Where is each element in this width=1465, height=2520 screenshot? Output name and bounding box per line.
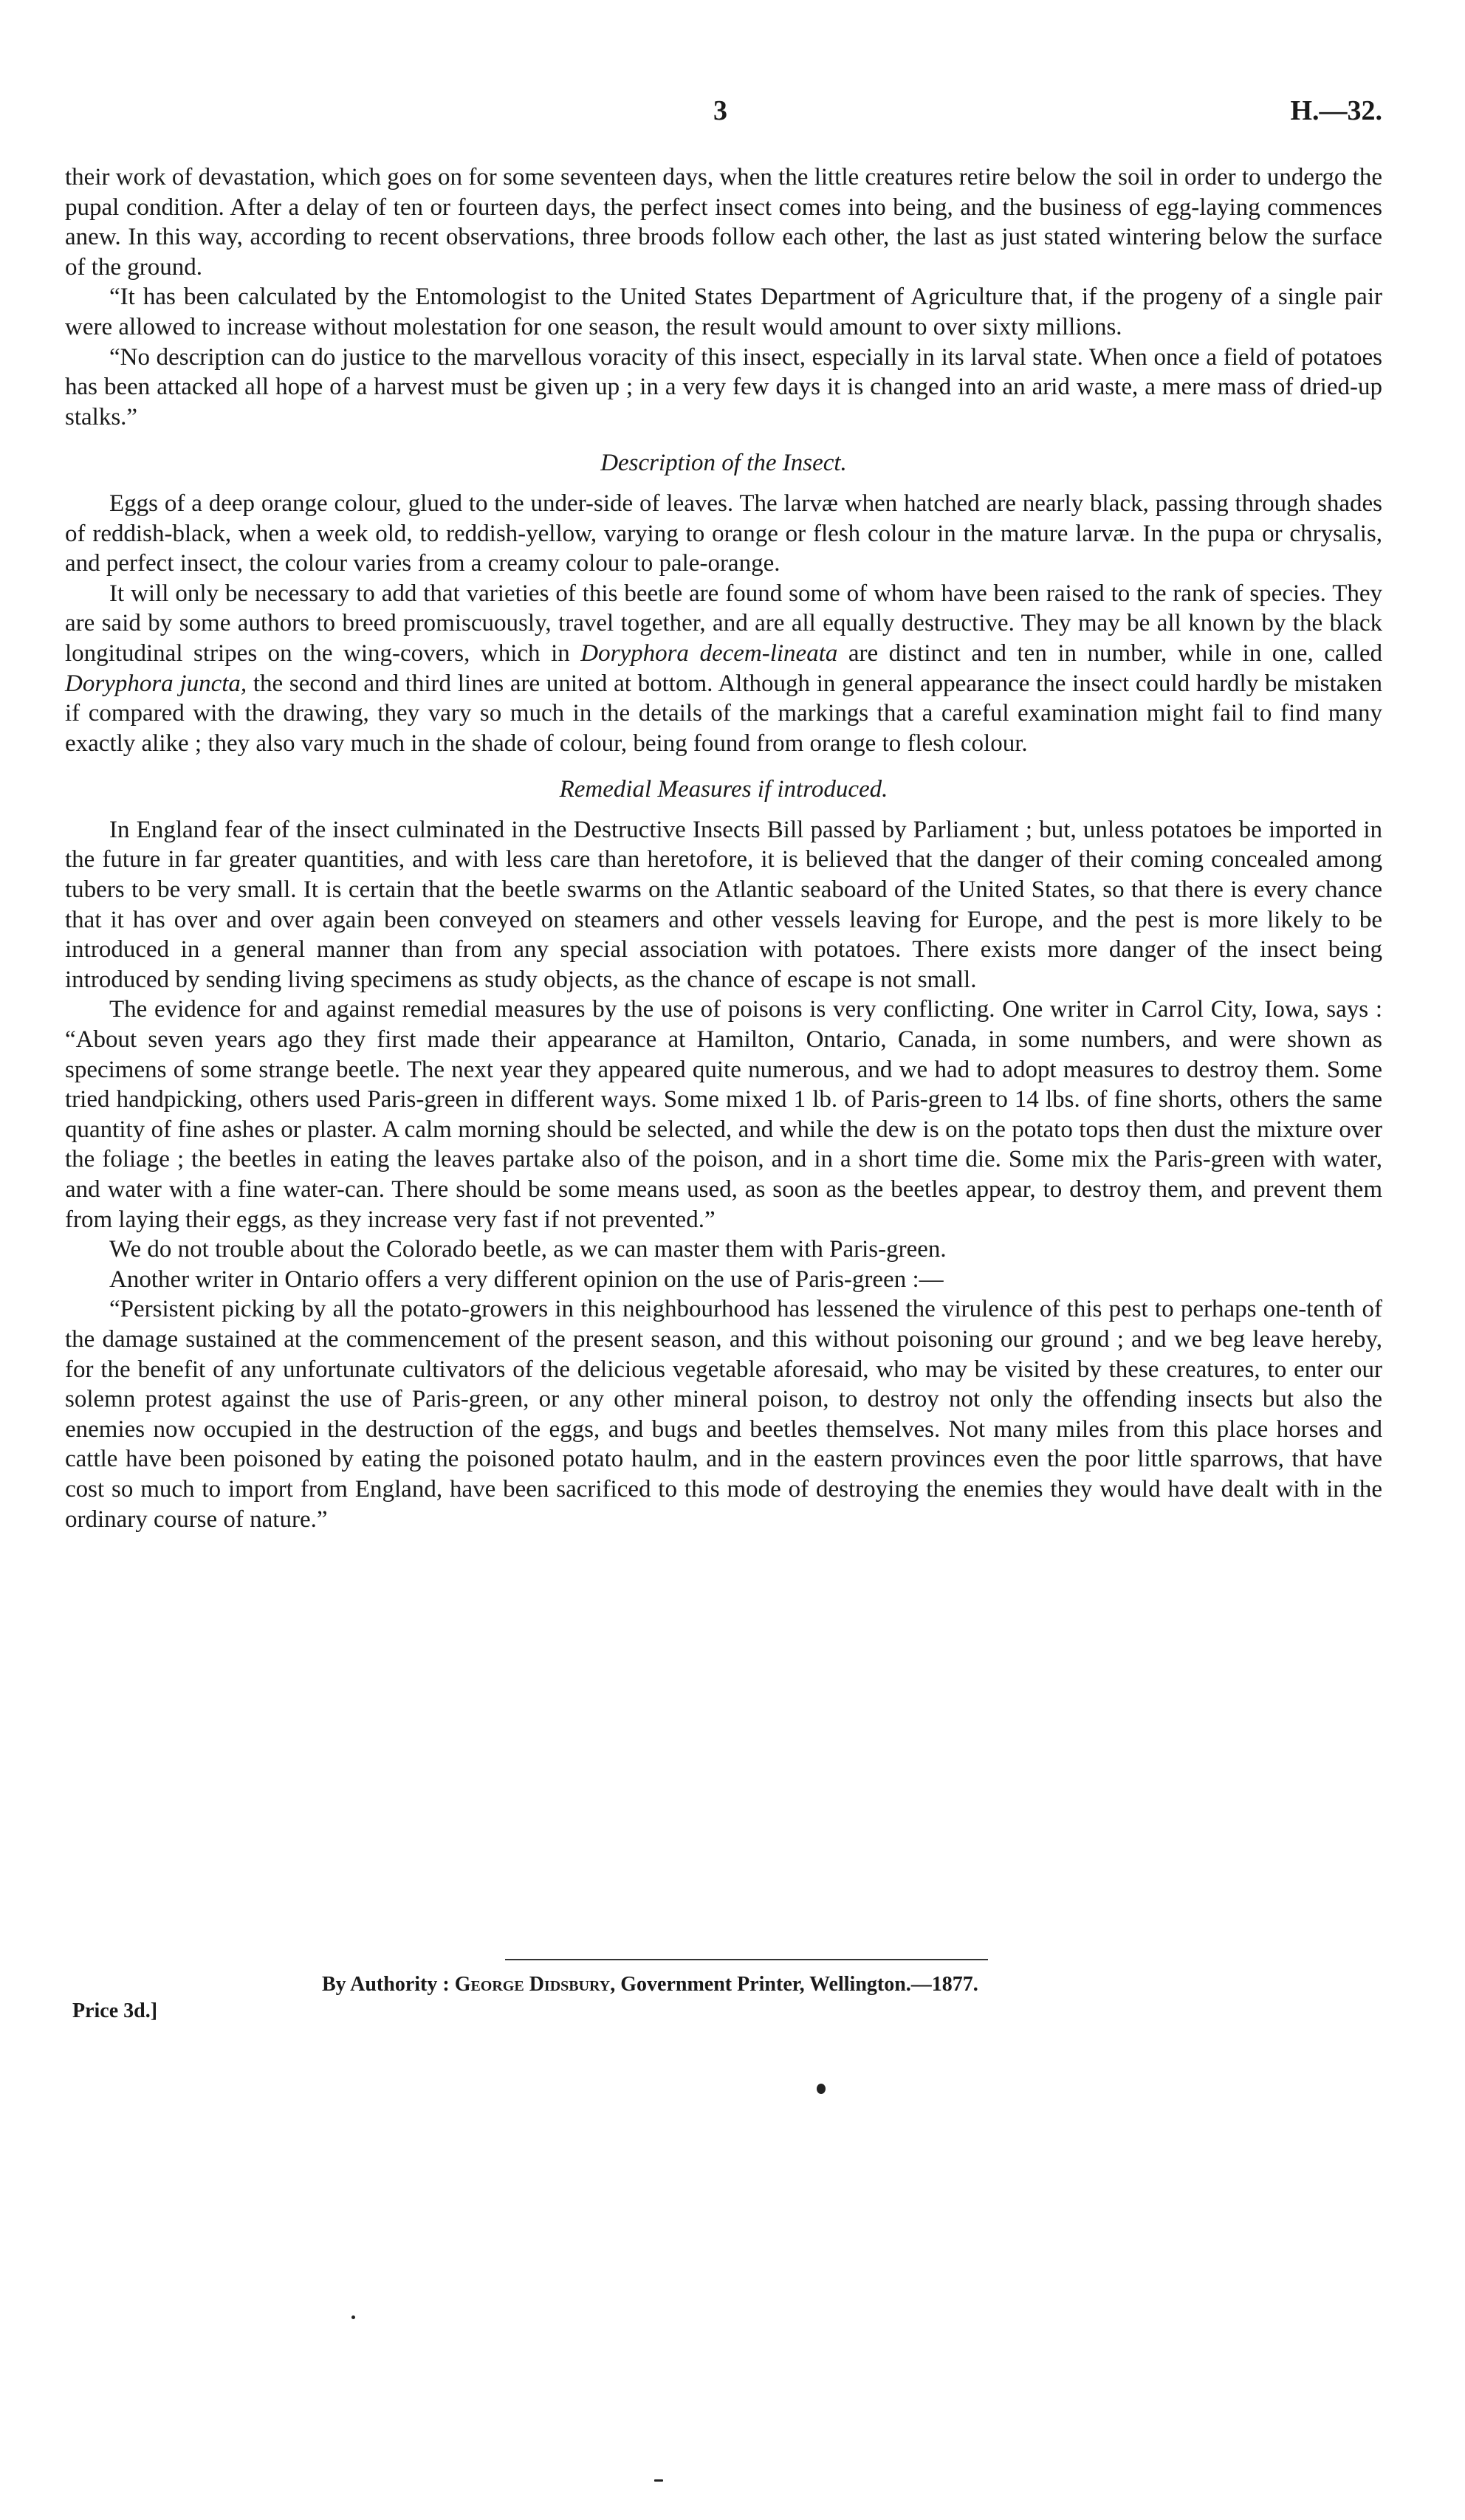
paragraph: their work of devastation, which goes on for some seventeen days, when the little creatures retire below the soil in order to undergo the pupal condition. After a delay of ten or fourteen days, the perfect insect comes into being, and the business of egg-laying commences anew. In this way, according to recent observations, three broods follow each other, the last as just stated wintering below the surface of the ground.: [65, 164, 1382, 281]
ink-speck: [351, 2315, 355, 2319]
species-name: Doryphora decem-lineata: [580, 639, 838, 667]
imprint-prefix: By Authority :: [322, 1973, 455, 1996]
text-run: are distinct and ten in number, while in one, called: [837, 639, 1382, 667]
text-run: It will only be necessary to add that varieties of this beetle are found some of whom have been raised to the rank of species. They are said by some authors to breed promiscuously, travel together, and are all equally destructive. They may be all known by the black longitudinal stripes on the wing-covers, which in: [65, 580, 1382, 667]
printer-imprint: [322, 1973, 978, 1997]
paragraph: “It has been calculated by the Entomologist to the United States Department of Agriculture that, if the progeny of a single pair were allowed to increase without molestation for one season, the result would amount to over sixty millions.: [65, 284, 1382, 340]
paragraph: “Persistent picking by all the potato-growers in this neighbourhood has lessened the virulence of this pest to perhaps one-tenth of the damage sustained at the commencement of the present season, and this without poisoning our ground ; and we beg leave hereby, for the benefit of any unfortunate cultivators of the delicious vegetable aforesaid, who may be visited by these creatures, to enter our solemn protest against the use of Paris-green, or any other mineral poison, to destroy not only the offending insects but also the enemies now occupied in the destruction of the eggs, and bugs and beetles themselves. Not many miles from this place horses and cattle have been poisoned by eating the poisoned potato haulm, and in the eastern provinces even the poor little sparrows, that have cost so much to import from England, have been sacrificed to this mode of destroying the enemies they would have dealt with in the ordinary course of nature.”: [65, 1296, 1382, 1533]
page-header: [0, 95, 1465, 131]
price: Price 3d.]: [72, 1999, 158, 2022]
section-heading-description: Description of the Insect.: [600, 450, 847, 477]
paragraph: In England fear of the insect culminated in the Destructive Insects Bill passed by Parliament ; but, unless potatoes be imported in the future in far greater quantities, and with less care than heretofore, it is believed that the danger of their coming concealed among tubers to be very small. It is certain that the beetle swarms on the Atlantic seaboard of the United States, so that there is every chance that it has over and over again been conveyed on steamers and other vessels leaving for Europe, and the pest is more likely to be introduced in a general manner than from any special association with potatoes. There exists more danger of the insect being introduced by sending living specimens as study objects, as the chance of escape is not small.: [65, 816, 1382, 993]
section-heading-remedial: Remedial Measures if introduced.: [559, 776, 888, 803]
paragraph: Eggs of a deep orange colour, glued to the under-side of leaves. The larvæ when hatched are nearly black, passing through shades of reddish-black, when a week old, to reddish-yellow, varying to orange or flesh colour in the mature larvæ. In the pupa or chrysalis, and perfect insect, the colour varies from a creamy colour to pale-orange.: [65, 490, 1382, 577]
page-number: 3: [713, 95, 727, 126]
paragraph: The evidence for and against remedial measures by the use of poisons is very conflicting. One writer in Carrol City, Iowa, says : “About seven years ago they first made their appearance at Hamilton, Ontario, Canada, in some numbers, and were shown as specimens of some strange beetle. The next year they appeared quite numerous, and we had to adopt measures to destroy them. Some tried handpicking, others used Paris-green in different ways. Some mixed 1 lb. of Paris-green to 14 lbs. of fine shorts, others the same quantity of fine ashes or plaster. A calm morning should be selected, and while the dew is on the potato tops then dust the mixture over the foliage ; the beetles in eating the leaves partake also of the poison, and in a short time die. Some mix the Paris-green with water, and water with a fine water-can. There should be some means used, as soon as the beetles appear, to destroy them, and prevent them from laying their eggs, as they increase very fast if not prevented.”: [65, 996, 1382, 1233]
printer-name: George Didsbury: [454, 1973, 611, 1996]
species-name: Doryphora juncta,: [65, 670, 247, 697]
imprint-suffix: , Government Printer, Wellington.—1877.: [610, 1973, 978, 1996]
paragraph: [65, 579, 1382, 759]
footer-rule: [505, 1959, 988, 1960]
text-run: the second and third lines are united at bottom. Although in general appearance the insect could hardly be mistaken if compared with the drawing, they vary so much in the details of the markings that a careful examination might fail to find many exactly alike ; they also vary much in the shade of colour, being found from orange to flesh colour.: [65, 670, 1382, 757]
ink-speck: [817, 2084, 826, 2094]
paragraph: Another writer in Ontario offers a very different opinion on the use of Paris-green :—: [109, 1266, 944, 1293]
paragraph: We do not trouble about the Colorado beetle, as we can master them with Paris-green.: [109, 1236, 947, 1263]
paragraph: “No description can do justice to the marvellous voracity of this insect, especially in its larval state. When once a field of potatoes has been attacked all hope of a harvest must be given up ; in a very few days it is changed into an arid waste, a mere mass of dried-up stalks.”: [65, 343, 1382, 430]
document-reference: H.—32.: [1290, 95, 1382, 126]
body-text: [65, 162, 1382, 1534]
ink-speck: [654, 2479, 663, 2482]
